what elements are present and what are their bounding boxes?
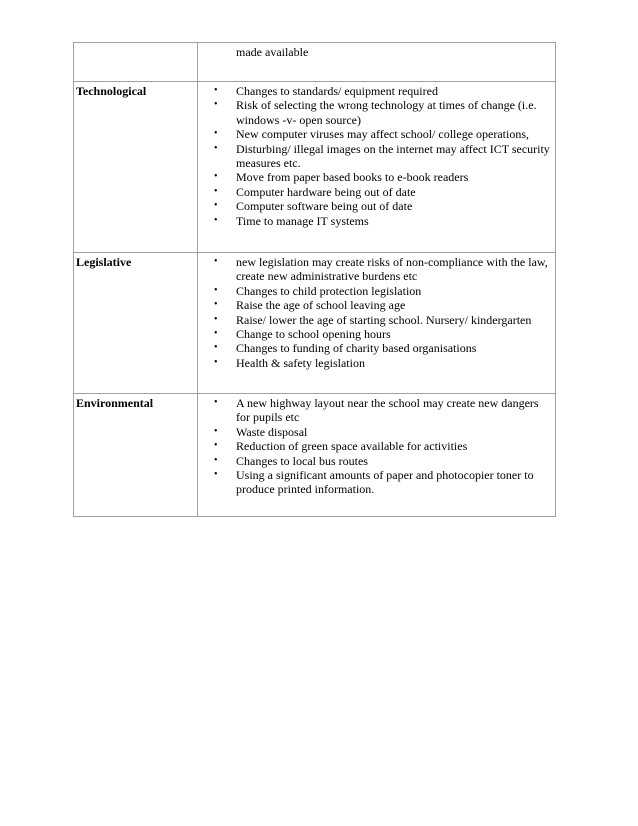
list-item-text: Computer software being out of date [236, 199, 413, 214]
category-cell-empty [74, 43, 198, 82]
table-row-legislative [74, 253, 556, 394]
bullet-icon: • [214, 342, 218, 354]
list-item [198, 468, 551, 497]
items-cell [198, 253, 556, 394]
list-item [198, 214, 551, 228]
list-item [198, 356, 551, 370]
list-item-text: Reduction of green space available for activities [236, 439, 468, 454]
items-cell-continuation [198, 43, 556, 82]
bullet-icon: • [214, 299, 218, 311]
table-row-continuation [74, 43, 556, 82]
list-item [198, 199, 551, 213]
list-item-text: Risk of selecting the wrong technology at times of change (i.e. windows -v- open source) [236, 98, 537, 127]
list-item-text: A new highway layout near the school may create new dangers for pupils etc [236, 396, 539, 425]
bullet-icon: • [214, 356, 218, 368]
bullet-icon: • [214, 440, 218, 452]
list-item [198, 439, 551, 453]
list-item [198, 84, 551, 98]
list-item-text: Using a significant amounts of paper and photocopier toner to produce printed information. [236, 468, 534, 497]
list-item-text: Waste disposal [236, 424, 308, 439]
list-item [198, 142, 551, 171]
list-item [198, 396, 551, 425]
list-item [198, 185, 551, 199]
bullet-icon: • [214, 185, 218, 197]
bullet-icon: • [214, 397, 218, 408]
category-label: Technological [74, 82, 198, 253]
category-label: Legislative [74, 253, 198, 394]
bullet-icon: • [214, 454, 218, 466]
list-item-text: Move from paper based books to e-book readers [236, 170, 469, 185]
bullet-icon: • [214, 85, 218, 96]
bullet-list [198, 84, 551, 228]
bullet-list [198, 255, 551, 370]
list-item [198, 341, 551, 355]
list-item [198, 298, 551, 312]
bullet-icon: • [214, 99, 218, 111]
items-cell [198, 82, 556, 253]
risk-analysis-table [73, 42, 556, 517]
items-cell [198, 394, 556, 517]
list-item-text: Changes to child protection legislation [236, 283, 422, 298]
table-row-environmental [74, 394, 556, 517]
category-label: Environmental [74, 394, 198, 517]
list-item-text: Disturbing/ illegal images on the internet may affect ICT security measures etc. [236, 141, 550, 171]
list-item-text: Change to school opening hours [236, 327, 391, 342]
table-row-technological [74, 82, 556, 253]
list-item [198, 284, 551, 298]
list-item [198, 127, 551, 141]
bullet-icon: • [214, 313, 218, 325]
list-item-text: Time to manage IT systems [236, 213, 369, 228]
list-item [198, 454, 551, 468]
list-item [198, 170, 551, 184]
list-item-text: Changes to funding of charity based organisations [236, 341, 477, 356]
bullet-icon: • [214, 200, 218, 212]
bullet-icon: • [214, 425, 218, 437]
bullet-list [198, 396, 551, 497]
list-item-text: Health & safety legislation [236, 355, 365, 370]
bullet-icon: • [214, 256, 218, 267]
list-item [198, 255, 551, 284]
list-item-text: Raise the age of school leaving age [236, 298, 406, 313]
list-item-text: Raise/ lower the age of starting school. Nursery/ kindergarten [236, 312, 532, 327]
list-item [198, 313, 551, 327]
list-item [198, 98, 551, 127]
bullet-icon: • [214, 171, 218, 183]
list-item-text: Changes to standards/ equipment required [236, 84, 438, 98]
list-item-text: Changes to local bus routes [236, 453, 368, 468]
list-item-text: Computer hardware being out of date [236, 184, 416, 199]
bullet-icon: • [214, 328, 218, 340]
list-item [198, 425, 551, 439]
list-item-text: New computer viruses may affect school/ college operations, [236, 127, 530, 142]
bullet-icon: • [214, 284, 218, 296]
bullet-icon: • [214, 142, 218, 154]
list-item [198, 327, 551, 341]
list-item-text: new legislation may create risks of non-compliance with the law, create new administrative burdens etc [236, 255, 548, 284]
continuation-text: made available [236, 45, 309, 59]
bullet-icon: • [214, 128, 218, 140]
bullet-icon: • [214, 469, 218, 481]
bullet-icon: • [214, 214, 218, 226]
